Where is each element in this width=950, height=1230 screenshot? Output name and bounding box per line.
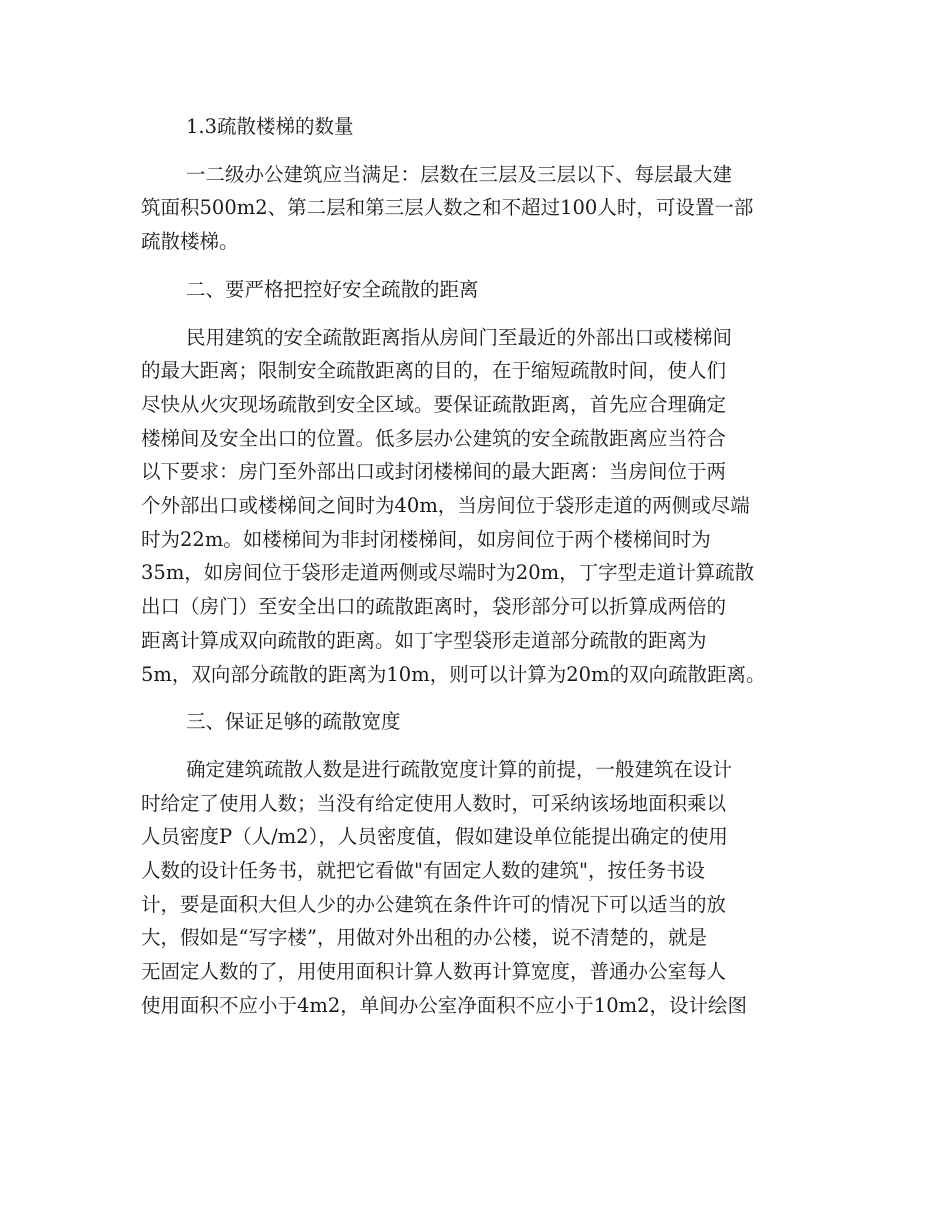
paragraph-line: 确定建筑疏散人数是进行疏散宽度计算的前提，一般建筑在设计 bbox=[186, 757, 733, 781]
paragraph-line: 民用建筑的安全疏散距离指从房间门至最近的外部出口或楼梯间 bbox=[186, 325, 733, 349]
paragraph-line: 疏散楼梯。 bbox=[141, 230, 239, 254]
paragraph-line: 无固定人数的了，用使用面积计算人数再计算宽度，普通办公室每人 bbox=[141, 960, 727, 984]
paragraph-line: 时给定了使用人数；当没有给定使用人数时，可采纳该场地面积乘以 bbox=[141, 791, 727, 815]
paragraph-line: 人员密度P（人/m2），人员密度值，假如建设单位能提出确定的使用 bbox=[141, 825, 728, 849]
paragraph-line: 35m，如房间位于袋形走道两侧或尽端时为20m，丁字型走道计算疏散 bbox=[141, 561, 755, 585]
section-2-heading: 二、要严格把控好安全疏散的距离 bbox=[186, 277, 479, 301]
paragraph-line: 一二级办公建筑应当满足：层数在三层及三层以下、每层最大建 bbox=[186, 162, 733, 186]
section-3-paragraph bbox=[141, 753, 809, 1023]
paragraph-line: 使用面积不应小于4m2，单间办公室净面积不应小于10m2，设计绘图 bbox=[141, 993, 748, 1017]
paragraph-line: 楼梯间及安全出口的位置。低多层办公建筑的安全疏散距离应当符合 bbox=[141, 426, 727, 450]
paragraph-line: 筑面积500m2、第二层和第三层人数之和不超过100人时，可设置一部 bbox=[141, 196, 754, 220]
section-1-3-paragraph bbox=[141, 158, 809, 259]
section-2-paragraph bbox=[141, 321, 809, 692]
paragraph-line: 距离计算成双向疏散的距离。如丁字型袋形走道部分疏散的距离为 bbox=[141, 628, 707, 652]
paragraph-line: 计，要是面积大但人少的办公建筑在条件许可的情况下可以适当的放 bbox=[141, 892, 727, 916]
paragraph-line: 个外部出口或楼梯间之间时为40m，当房间位于袋形走道的两侧或尽端 bbox=[141, 494, 750, 518]
paragraph-line: 尽快从火灾现场疏散到安全区域。要保证疏散距离，首先应合理确定 bbox=[141, 392, 727, 416]
paragraph-line: 5m，双向部分疏散的距离为10m，则可以计算为20m的双向疏散距离。 bbox=[141, 662, 766, 686]
paragraph-line: 大，假如是“写字楼”，用做对外出租的办公楼，说不清楚的，就是 bbox=[141, 926, 707, 950]
paragraph-line: 出口（房门）至安全出口的疏散距离时，袋形部分可以折算成两倍的 bbox=[141, 595, 727, 619]
section-3-heading: 三、保证足够的疏散宽度 bbox=[186, 710, 401, 734]
paragraph-line: 以下要求：房门至外部出口或封闭楼梯间的最大距离：当房间位于两 bbox=[141, 460, 727, 484]
paragraph-line: 人数的设计任务书，就把它看做"有固定人数的建筑"，按任务书设 bbox=[141, 859, 705, 883]
section-1-3-heading: 1.3疏散楼梯的数量 bbox=[186, 115, 354, 138]
document-body bbox=[141, 110, 809, 1023]
paragraph-line: 时为22m。如楼梯间为非封闭楼梯间，如房间位于两个楼梯间时为 bbox=[141, 527, 711, 551]
paragraph-line: 的最大距离；限制安全疏散距离的目的，在于缩短疏散时间，使人们 bbox=[141, 359, 727, 383]
